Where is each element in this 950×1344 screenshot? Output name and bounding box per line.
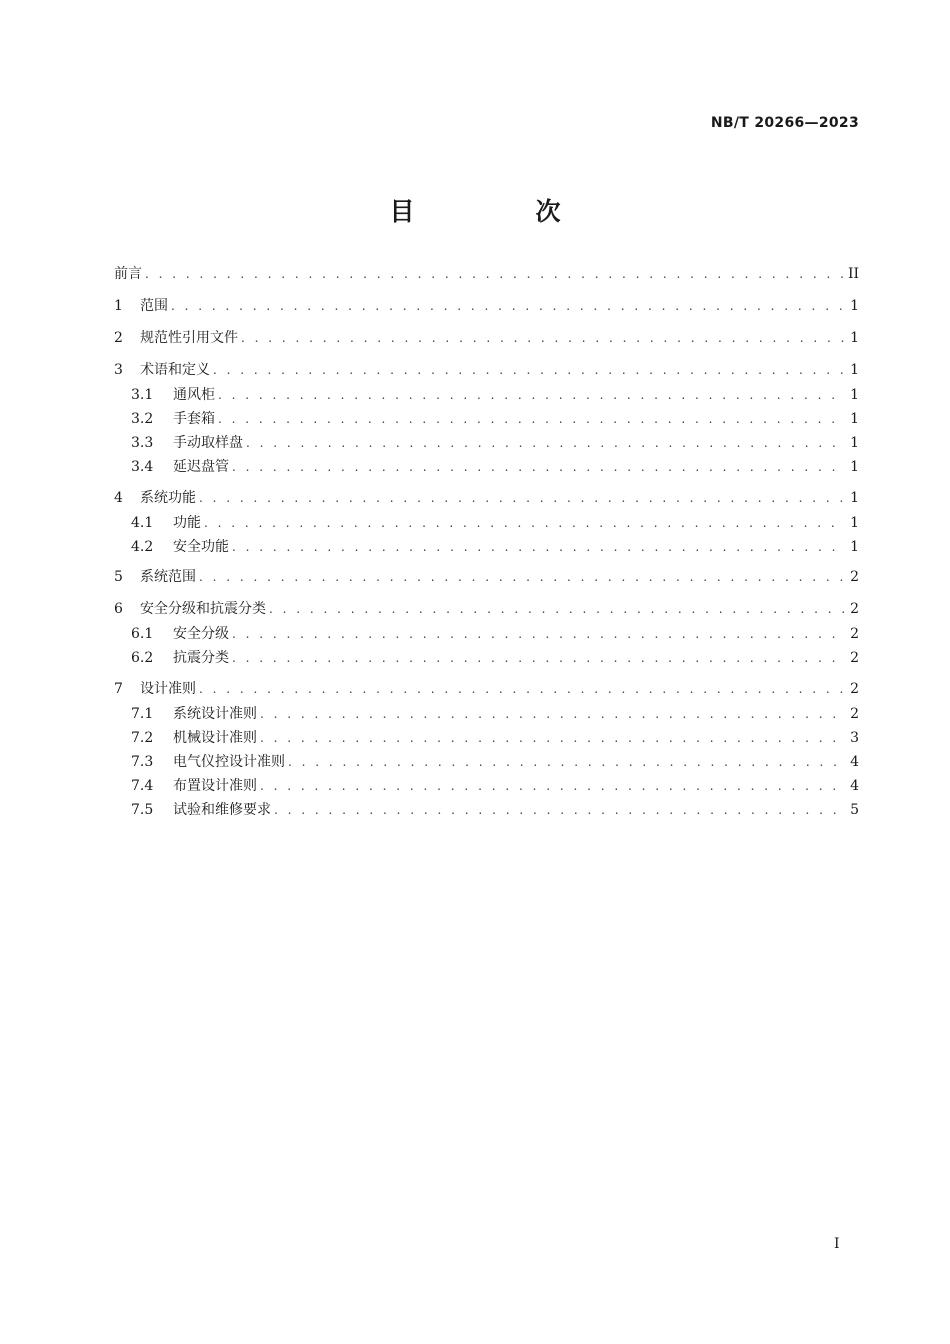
- toc-dot-leader: [199, 679, 845, 699]
- toc-entry-label: 前言: [114, 266, 142, 282]
- toc-entry-number: 7.5: [131, 802, 154, 818]
- toc-entry-page: 1: [850, 459, 859, 475]
- toc-entry[interactable]: [131, 409, 859, 429]
- toc-entry-number: 5: [114, 569, 123, 585]
- toc-dot-leader: [204, 513, 845, 533]
- toc-dot-leader: [260, 776, 845, 796]
- toc-entry-number: 4: [114, 490, 123, 506]
- toc-entry[interactable]: [114, 567, 859, 587]
- toc-entry-page: 2: [850, 650, 859, 666]
- toc-dot-leader: [260, 704, 845, 724]
- toc-entry[interactable]: [131, 800, 859, 820]
- toc-entry-number: 7: [114, 681, 123, 697]
- toc-entry-page: II: [847, 266, 859, 282]
- toc-entry[interactable]: [131, 648, 859, 668]
- toc-entry-page: 2: [850, 706, 859, 722]
- toc-entry-number: 7.4: [131, 778, 154, 794]
- toc-entry-page: 1: [850, 435, 859, 451]
- page-number: I: [834, 1236, 840, 1252]
- toc-entry-page: 1: [850, 362, 859, 378]
- toc-entry-page: 1: [850, 539, 859, 555]
- toc-entry[interactable]: [131, 776, 859, 796]
- toc-entry-page: 1: [850, 387, 859, 403]
- toc-entry-number: 3: [114, 362, 123, 378]
- toc-entry-number: 7.1: [131, 706, 154, 722]
- toc-entry-label: 安全功能: [173, 539, 229, 555]
- toc-dot-leader: [218, 385, 845, 405]
- toc-entry[interactable]: [131, 728, 859, 748]
- toc-entry[interactable]: [114, 599, 859, 619]
- toc-entry-label: 范围: [140, 298, 168, 314]
- toc-entry-label: 通风柜: [173, 387, 215, 403]
- toc-entry[interactable]: [131, 624, 859, 644]
- toc-dot-leader: [199, 488, 845, 508]
- toc-dot-leader: [232, 648, 845, 668]
- toc-entry[interactable]: [131, 513, 859, 533]
- toc-entry-number: 4.2: [131, 539, 154, 555]
- toc-entry-number: 6.2: [131, 650, 154, 666]
- toc-dot-leader: [232, 624, 845, 644]
- toc-entry-label: 术语和定义: [140, 362, 210, 378]
- toc-dot-leader: [274, 800, 845, 820]
- toc-dot-leader: [260, 728, 845, 748]
- toc-entry-page: 2: [850, 626, 859, 642]
- toc-entry[interactable]: [114, 264, 859, 284]
- toc-entry-label: 系统设计准则: [173, 706, 257, 722]
- toc-entry-page: 1: [850, 515, 859, 531]
- toc-entry-page: 4: [850, 754, 859, 770]
- toc-entry-page: 1: [850, 490, 859, 506]
- page-title: 目 次: [389, 197, 609, 226]
- toc-dot-leader: [218, 409, 845, 429]
- toc-entry-number: 3.2: [131, 411, 154, 427]
- toc-entry[interactable]: [131, 752, 859, 772]
- toc-entry-number: 7.2: [131, 730, 154, 746]
- toc-dot-leader: [213, 360, 845, 380]
- toc-entry-page: 2: [850, 681, 859, 697]
- toc-dot-leader: [241, 328, 845, 348]
- toc-dot-leader: [145, 264, 844, 284]
- toc-entry-page: 2: [850, 569, 859, 585]
- toc-entry-label: 规范性引用文件: [140, 330, 238, 346]
- toc-entry[interactable]: [114, 679, 859, 699]
- toc-entry-number: 6.1: [131, 626, 154, 642]
- toc-entry-label: 设计准则: [140, 681, 196, 697]
- toc-entry-label: 系统范围: [140, 569, 196, 585]
- toc-entry-label: 系统功能: [140, 490, 196, 506]
- toc-entry[interactable]: [114, 360, 859, 380]
- toc-entry[interactable]: [131, 457, 859, 477]
- toc-entry-page: 5: [850, 802, 859, 818]
- toc-dot-leader: [199, 567, 845, 587]
- toc-entry-label: 电气仪控设计准则: [173, 754, 285, 770]
- toc-entry-number: 4.1: [131, 515, 154, 531]
- toc-entry-label: 安全分级和抗震分类: [140, 601, 266, 617]
- toc-entry-number: 3.1: [131, 387, 154, 403]
- toc-dot-leader: [269, 599, 845, 619]
- toc-entry[interactable]: [131, 433, 859, 453]
- toc-entry-page: 4: [850, 778, 859, 794]
- toc-entry-number: 7.3: [131, 754, 154, 770]
- toc-entry-label: 安全分级: [173, 626, 229, 642]
- toc-entry-page: 3: [850, 730, 859, 746]
- toc-dot-leader: [232, 537, 845, 557]
- toc-entry[interactable]: [131, 704, 859, 724]
- toc-entry-label: 延迟盘管: [173, 459, 229, 475]
- toc-entry-number: 3.4: [131, 459, 154, 475]
- toc-entry-label: 抗震分类: [173, 650, 229, 666]
- toc-entry-label: 布置设计准则: [173, 778, 257, 794]
- toc-entry-label: 手动取样盘: [173, 435, 243, 451]
- toc-entry-label: 机械设计准则: [173, 730, 257, 746]
- toc-entry-page: 1: [850, 330, 859, 346]
- toc-entry-number: 2: [114, 330, 123, 346]
- toc-entry-number: 3.3: [131, 435, 154, 451]
- toc-entry-page: 1: [850, 298, 859, 314]
- standard-code: NB/T 20266—2023: [710, 115, 859, 131]
- toc-entry-number: 1: [114, 298, 123, 314]
- toc-entry[interactable]: [131, 385, 859, 405]
- toc-dot-leader: [288, 752, 845, 772]
- toc-entry-label: 试验和维修要求: [173, 802, 271, 818]
- toc-dot-leader: [246, 433, 845, 453]
- toc-entry-page: 2: [850, 601, 859, 617]
- toc-entry[interactable]: [114, 328, 859, 348]
- toc-entry-page: 1: [850, 411, 859, 427]
- toc-entry-label: 手套箱: [173, 411, 215, 427]
- toc-dot-leader: [171, 296, 845, 316]
- toc-entry[interactable]: [114, 296, 859, 316]
- toc-entry-number: 6: [114, 601, 123, 617]
- toc-dot-leader: [232, 457, 845, 477]
- toc-entry-label: 功能: [173, 515, 201, 531]
- toc-entry[interactable]: [114, 488, 859, 508]
- toc-entry[interactable]: [131, 537, 859, 557]
